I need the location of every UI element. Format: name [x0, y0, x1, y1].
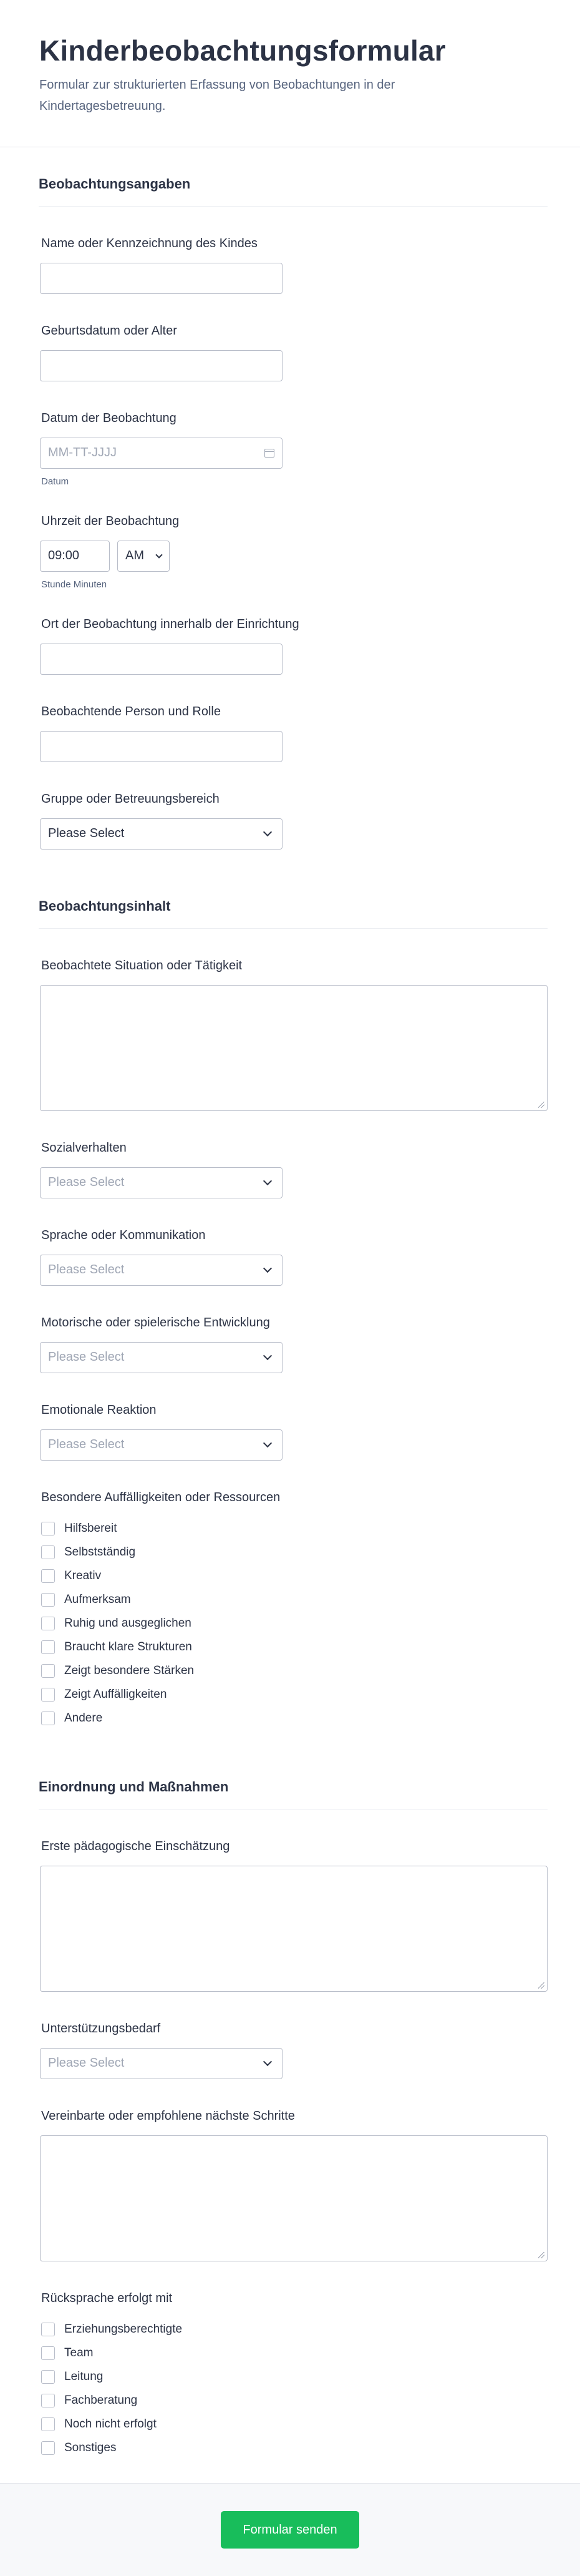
checkbox[interactable]: [41, 2323, 55, 2336]
support-select[interactable]: [40, 2048, 283, 2079]
time-input[interactable]: 09:00: [40, 541, 110, 572]
field-label: Emotionale Reaktion: [41, 1403, 157, 1417]
group-value: Please Select: [48, 826, 125, 841]
field-special: [39, 1489, 548, 1730]
section-title: Beobachtungsinhalt: [39, 869, 548, 929]
checkbox-option[interactable]: [40, 1659, 546, 1683]
emotion-select[interactable]: [40, 1429, 283, 1461]
checkbox[interactable]: [41, 2441, 55, 2455]
field-label: Sozialverhalten: [41, 1140, 127, 1155]
place-input[interactable]: [40, 644, 283, 675]
field-place: [39, 616, 548, 675]
section-observation-content: [0, 869, 580, 1730]
checkbox-label: Zeigt Auffälligkeiten: [64, 1687, 167, 1701]
checkbox[interactable]: [41, 1664, 55, 1678]
field-observer: [39, 703, 548, 762]
resize-handle-icon[interactable]: [538, 2252, 544, 2258]
checkbox-option[interactable]: [40, 2412, 546, 2436]
field-child-name: [39, 235, 548, 294]
field-social: [39, 1140, 548, 1198]
field-steps: [39, 2108, 548, 2261]
checkbox-option[interactable]: [40, 1540, 546, 1564]
motor-value: Please Select: [48, 1350, 125, 1364]
checkbox-option[interactable]: [40, 2341, 546, 2365]
checkbox-label: Andere: [64, 1711, 103, 1725]
form-header: [0, 0, 580, 147]
checkbox-option[interactable]: [40, 2318, 546, 2341]
child-name-input[interactable]: [40, 263, 283, 294]
checkbox-label: Zeigt besondere Stärken: [64, 1663, 195, 1677]
ampm-select[interactable]: [117, 541, 170, 572]
checkbox-label: Ruhig und ausgeglichen: [64, 1616, 191, 1630]
observer-input[interactable]: [40, 731, 283, 762]
checkbox[interactable]: [41, 1593, 55, 1607]
field-label: Gruppe oder Betreuungsbereich: [41, 791, 220, 806]
field-label: Erste pädagogische Einschätzung: [41, 1839, 230, 1853]
field-label: Unterstützungsbedarf: [41, 2021, 161, 2035]
resize-handle-icon[interactable]: [538, 1982, 544, 1989]
field-support: [39, 2020, 548, 2079]
field-birth: [39, 323, 548, 381]
checkbox-label: Sonstiges: [64, 2441, 117, 2454]
checkbox-label: Aufmerksam: [64, 1592, 131, 1606]
field-motor: [39, 1315, 548, 1373]
field-label: Uhrzeit der Beobachtung: [41, 514, 180, 528]
field-emotion: [39, 1402, 548, 1461]
field-situation: [39, 957, 548, 1111]
field-label: Besondere Auffälligkeiten oder Ressourcen: [41, 1490, 281, 1504]
checkbox-option[interactable]: [40, 1588, 546, 1612]
checkbox-option[interactable]: [40, 2365, 546, 2389]
support-value: Please Select: [48, 2056, 125, 2070]
section-title: Einordnung und Maßnahmen: [39, 1750, 548, 1810]
checkbox-label: Fachberatung: [64, 2393, 138, 2407]
checkbox-option[interactable]: [40, 1707, 546, 1730]
checkbox-option[interactable]: [40, 2389, 546, 2412]
checkbox-label: Team: [64, 2346, 94, 2359]
checkbox-label: Hilfsbereit: [64, 1521, 117, 1535]
checkbox-option[interactable]: [40, 1612, 546, 1635]
language-select[interactable]: [40, 1255, 283, 1286]
checkbox[interactable]: [41, 1617, 55, 1630]
checkbox-label: Leitung: [64, 2369, 104, 2383]
field-label: Ort der Beobachtung innerhalb der Einrichtung: [41, 617, 299, 631]
checkbox[interactable]: [41, 2417, 55, 2431]
consult-checkbox-list: [40, 2318, 546, 2460]
checkbox-option[interactable]: [40, 1564, 546, 1588]
ampm-value: AM: [125, 549, 144, 563]
section-assessment: [0, 1750, 580, 2504]
checkbox[interactable]: [41, 2370, 55, 2384]
field-consult: [39, 2290, 548, 2460]
chevron-down-icon: [263, 1264, 272, 1273]
checkbox[interactable]: [41, 1522, 55, 1535]
date-input[interactable]: [40, 438, 283, 469]
motor-select[interactable]: [40, 1342, 283, 1373]
special-checkbox-list: [40, 1517, 546, 1730]
chevron-down-icon: [263, 828, 272, 836]
field-time: [39, 513, 548, 590]
field-label: Beobachtende Person und Rolle: [41, 704, 221, 718]
checkbox[interactable]: [41, 1545, 55, 1559]
birth-input[interactable]: [40, 350, 283, 381]
field-label: Geburtsdatum oder Alter: [41, 323, 177, 338]
language-value: Please Select: [48, 1263, 125, 1277]
field-label: Rücksprache erfolgt mit: [41, 2291, 173, 2305]
section-title: Beobachtungsangaben: [39, 147, 548, 207]
field-label: Motorische oder spielerische Entwicklung: [41, 1315, 270, 1330]
field-language: [39, 1227, 548, 1286]
steps-textarea[interactable]: [40, 2135, 548, 2261]
chevron-down-icon: [263, 1177, 272, 1185]
checkbox-label: Noch nicht erfolgt: [64, 2417, 157, 2431]
field-label: Vereinbarte oder empfohlene nächste Schritte: [41, 2108, 295, 2123]
form-footer: [0, 2483, 580, 2576]
checkbox[interactable]: [41, 2394, 55, 2407]
field-assessment: [39, 1838, 548, 1992]
checkbox[interactable]: [41, 1688, 55, 1702]
field-label: Sprache oder Kommunikation: [41, 1228, 206, 1242]
date-placeholder: MM-TT-JJJJ: [48, 446, 117, 460]
chevron-down-icon: [155, 551, 162, 558]
chevron-down-icon: [263, 1439, 272, 1447]
field-group: [39, 791, 548, 850]
field-label: Beobachtete Situation oder Tätigkeit: [41, 958, 243, 972]
group-select[interactable]: [40, 818, 283, 850]
form-description: Formular zur strukturierten Erfassung von Beobachtungen in der Kindertagesbetreuung.: [39, 77, 395, 113]
date-sublabel: Datum: [41, 476, 69, 487]
checkbox[interactable]: [41, 1640, 55, 1654]
checkbox[interactable]: [41, 1569, 55, 1583]
time-sublabel: Stunde Minuten: [41, 579, 107, 590]
social-select[interactable]: [40, 1167, 283, 1198]
resize-handle-icon[interactable]: [538, 1102, 544, 1108]
chevron-down-icon: [263, 2057, 272, 2066]
checkbox[interactable]: [41, 1712, 55, 1725]
time-row: [40, 541, 546, 572]
situation-textarea[interactable]: [40, 985, 548, 1111]
checkbox-option[interactable]: [40, 2436, 546, 2460]
checkbox-label: Kreativ: [64, 1569, 102, 1582]
checkbox-option[interactable]: [40, 1635, 546, 1659]
emotion-value: Please Select: [48, 1437, 125, 1452]
checkbox-label: Selbstständig: [64, 1545, 136, 1559]
submit-button[interactable]: Formular senden: [221, 2511, 359, 2549]
checkbox-option[interactable]: [40, 1683, 546, 1707]
section-observation-details: [0, 147, 580, 850]
field-label: Datum der Beobachtung: [41, 411, 176, 425]
social-value: Please Select: [48, 1175, 125, 1190]
field-label: Name oder Kennzeichnung des Kindes: [41, 236, 258, 250]
checkbox-label: Braucht klare Strukturen: [64, 1640, 192, 1653]
checkbox-option[interactable]: [40, 1517, 546, 1540]
chevron-down-icon: [263, 1351, 272, 1360]
checkbox-label: Erziehungsberechtigte: [64, 2322, 183, 2336]
checkbox[interactable]: [41, 2346, 55, 2360]
calendar-icon[interactable]: [264, 449, 274, 458]
form-title: Kinderbeobachtungsformular: [39, 34, 446, 67]
assessment-textarea[interactable]: [40, 1866, 548, 1992]
field-date: [39, 410, 548, 487]
